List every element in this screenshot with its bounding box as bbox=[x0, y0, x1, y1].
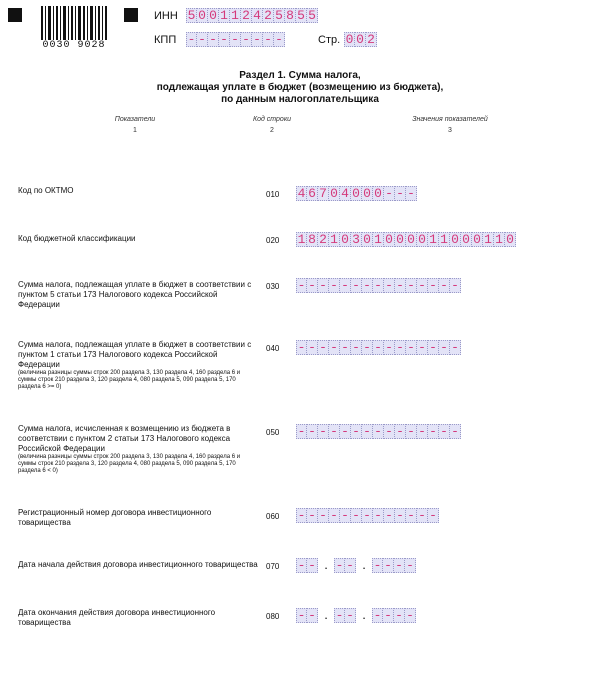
kpp-field[interactable] bbox=[186, 32, 285, 47]
char-cell: - bbox=[219, 32, 230, 47]
char-cell: 2 bbox=[241, 8, 252, 23]
char-cell: 0 bbox=[461, 232, 472, 247]
tax-refund-note: (величина разницы суммы строк 200 раздела 3, 130 раздела 4, 160 раздела 6 и суммы строк 210 раздела 3, 120 раздела 4, 080 раздела 5, 090 раздела 5, 170 раздела 6 < 0) bbox=[18, 454, 241, 474]
inn-label: ИНН bbox=[154, 10, 178, 22]
char-cell: 1 bbox=[297, 232, 306, 247]
char-cell: 0 bbox=[406, 232, 417, 247]
char-cell: 4 bbox=[340, 186, 351, 201]
tax-refund-text: Сумма налога, исчисленная к возмещению из бюджета в соответствии с пунктом 2 статьи 173 Налогового кодекса Российской Федерации bbox=[18, 424, 231, 453]
char-cell: - bbox=[340, 340, 351, 355]
char-cell: 0 bbox=[351, 186, 362, 201]
char-cell: - bbox=[307, 424, 318, 439]
barcode bbox=[40, 6, 108, 40]
char-cell: - bbox=[362, 424, 373, 439]
char-cell: - bbox=[373, 608, 382, 623]
column-header-values: Значения показателей bbox=[412, 116, 488, 123]
column-number-1: 1 bbox=[133, 127, 137, 134]
contract-end-date-label: Дата окончания действия договора инвестиционного товарищества bbox=[18, 608, 216, 627]
char-cell: 0 bbox=[417, 232, 428, 247]
char-cell: - bbox=[394, 608, 405, 623]
char-cell: - bbox=[384, 508, 395, 523]
oktmo-label: Код по ОКТМО bbox=[18, 186, 74, 195]
section-title-line2: подлежащая уплате в бюджет (возмещению из бюджета), bbox=[156, 82, 444, 93]
char-cell: 3 bbox=[351, 232, 362, 247]
char-cell: 8 bbox=[307, 232, 318, 247]
char-cell: - bbox=[384, 278, 395, 293]
char-cell: 8 bbox=[285, 8, 296, 23]
line-code-030: 030 bbox=[266, 282, 280, 291]
section-title-line1: Раздел 1. Сумма налога, bbox=[239, 70, 361, 81]
char-cell: 0 bbox=[345, 32, 354, 47]
char-cell: - bbox=[395, 278, 406, 293]
char-cell: 2 bbox=[318, 232, 329, 247]
date-separator: . bbox=[362, 607, 366, 622]
char-cell: - bbox=[197, 32, 208, 47]
char-cell: - bbox=[383, 608, 394, 623]
char-cell: 5 bbox=[307, 8, 318, 23]
char-cell: - bbox=[274, 32, 285, 47]
section-title-line3: по данным налогоплательщика bbox=[221, 94, 379, 105]
char-cell: - bbox=[417, 424, 428, 439]
char-cell: - bbox=[428, 340, 439, 355]
char-cell: - bbox=[383, 558, 394, 573]
oktmo-field[interactable] bbox=[296, 186, 417, 201]
char-cell: 0 bbox=[373, 186, 384, 201]
column-number-3: 3 bbox=[448, 127, 452, 134]
char-cell: 6 bbox=[307, 186, 318, 201]
tax-payable-p1-note: (величина разницы суммы строк 200 раздела 3, 130 раздела 4, 160 раздела 6 и суммы строк 210 раздела 3, 120 раздела 4, 080 раздела 5, 090 раздела 5, 170 раздела 6 >= 0) bbox=[18, 370, 241, 390]
char-cell: 1 bbox=[373, 232, 384, 247]
line-code-050: 050 bbox=[266, 428, 280, 437]
line-code-020: 020 bbox=[266, 236, 280, 245]
char-cell: - bbox=[362, 508, 373, 523]
char-cell: 1 bbox=[329, 232, 340, 247]
char-cell: - bbox=[450, 340, 461, 355]
char-cell: - bbox=[340, 508, 351, 523]
char-cell: 0 bbox=[340, 232, 351, 247]
char-cell: 1 bbox=[219, 8, 230, 23]
column-header-indicators: Показатели bbox=[114, 116, 156, 123]
char-cell: 2 bbox=[366, 32, 377, 47]
char-cell: - bbox=[307, 608, 318, 623]
char-cell: - bbox=[318, 278, 329, 293]
page-number-field[interactable] bbox=[344, 32, 377, 47]
char-cell: - bbox=[318, 340, 329, 355]
char-cell: - bbox=[406, 424, 417, 439]
char-cell: - bbox=[417, 508, 428, 523]
char-cell: - bbox=[373, 508, 384, 523]
char-cell: - bbox=[384, 340, 395, 355]
char-cell: 0 bbox=[384, 232, 395, 247]
char-cell: - bbox=[297, 278, 306, 293]
corner-marker-left bbox=[8, 8, 22, 22]
char-cell: - bbox=[417, 340, 428, 355]
char-cell: 5 bbox=[296, 8, 307, 23]
tax-payable-p5-field[interactable] bbox=[296, 278, 461, 293]
char-cell: - bbox=[450, 424, 461, 439]
char-cell: - bbox=[417, 278, 428, 293]
barcode-number: 0030 9028 bbox=[42, 40, 106, 51]
char-cell: - bbox=[263, 32, 274, 47]
char-cell: 2 bbox=[263, 8, 274, 23]
char-cell: 0 bbox=[329, 186, 340, 201]
char-cell: - bbox=[297, 608, 306, 623]
column-header-line-code: Код строки bbox=[252, 116, 292, 123]
char-cell: 0 bbox=[450, 232, 461, 247]
tax-payable-p1-text: Сумма налога, подлежащая уплате в бюджет в соответствии с пунктом 1 статьи 173 Налогового кодекса Российской Федерации bbox=[18, 340, 252, 369]
char-cell: - bbox=[307, 340, 318, 355]
section-title bbox=[0, 70, 600, 106]
char-cell: - bbox=[329, 340, 340, 355]
char-cell: 1 bbox=[494, 232, 505, 247]
char-cell: 0 bbox=[197, 8, 208, 23]
kbk-label: Код бюджетной классификации bbox=[18, 234, 136, 243]
char-cell: - bbox=[439, 424, 450, 439]
char-cell: - bbox=[345, 558, 356, 573]
corner-marker-right bbox=[124, 8, 138, 22]
char-cell: 7 bbox=[318, 186, 329, 201]
date-separator: . bbox=[324, 607, 328, 622]
char-cell: 5 bbox=[187, 8, 196, 23]
line-code-040: 040 bbox=[266, 344, 280, 353]
char-cell: - bbox=[406, 508, 417, 523]
char-cell: - bbox=[373, 278, 384, 293]
char-cell: - bbox=[395, 340, 406, 355]
char-cell: - bbox=[428, 278, 439, 293]
char-cell: - bbox=[395, 424, 406, 439]
kpp-label: КПП bbox=[154, 34, 177, 46]
char-cell: - bbox=[230, 32, 241, 47]
char-cell: 0 bbox=[505, 232, 516, 247]
tax-payable-p1-label bbox=[18, 340, 258, 391]
char-cell: - bbox=[208, 32, 219, 47]
tax-payable-p1-field[interactable] bbox=[296, 340, 461, 355]
contract-reg-number-label: Регистрационный номер договора инвестиционного товарищества bbox=[18, 508, 212, 527]
contract-start-date-field[interactable] bbox=[296, 558, 416, 573]
char-cell: - bbox=[297, 508, 306, 523]
char-cell: - bbox=[297, 558, 306, 573]
line-code-060: 060 bbox=[266, 512, 280, 521]
char-cell: - bbox=[384, 424, 395, 439]
char-cell: - bbox=[297, 424, 306, 439]
tax-refund-label bbox=[18, 424, 258, 475]
char-cell: - bbox=[406, 186, 417, 201]
char-cell: 4 bbox=[252, 8, 263, 23]
line-code-080: 080 bbox=[266, 612, 280, 621]
char-cell: 0 bbox=[208, 8, 219, 23]
char-cell: - bbox=[406, 340, 417, 355]
char-cell: - bbox=[297, 340, 306, 355]
char-cell: 1 bbox=[428, 232, 439, 247]
line-code-070: 070 bbox=[266, 562, 280, 571]
char-cell: 1 bbox=[230, 8, 241, 23]
char-cell: - bbox=[373, 558, 382, 573]
char-cell: - bbox=[329, 424, 340, 439]
char-cell: - bbox=[307, 278, 318, 293]
char-cell: - bbox=[362, 340, 373, 355]
char-cell: 5 bbox=[274, 8, 285, 23]
char-cell: - bbox=[307, 508, 318, 523]
char-cell: - bbox=[351, 340, 362, 355]
char-cell: 4 bbox=[297, 186, 306, 201]
char-cell: 1 bbox=[439, 232, 450, 247]
char-cell: - bbox=[345, 608, 356, 623]
char-cell: - bbox=[406, 278, 417, 293]
kbk-field[interactable] bbox=[296, 232, 516, 247]
char-cell: - bbox=[329, 278, 340, 293]
tax-payable-p5-label: Сумма налога, подлежащая уплате в бюджет в соответствии с пунктом 5 статьи 173 Налогового кодекса Российской Федерации bbox=[18, 280, 252, 309]
char-cell: - bbox=[187, 32, 196, 47]
line-code-010: 010 bbox=[266, 190, 280, 199]
char-cell: 1 bbox=[483, 232, 494, 247]
tax-refund-field[interactable] bbox=[296, 424, 461, 439]
date-separator: . bbox=[324, 557, 328, 572]
char-cell: - bbox=[405, 608, 416, 623]
char-cell: - bbox=[373, 340, 384, 355]
char-cell: - bbox=[318, 508, 329, 523]
char-cell: - bbox=[351, 508, 362, 523]
char-cell: - bbox=[428, 424, 439, 439]
char-cell: - bbox=[318, 424, 329, 439]
char-cell: - bbox=[395, 508, 406, 523]
char-cell: - bbox=[351, 424, 362, 439]
char-cell: - bbox=[340, 424, 351, 439]
contract-start-date-label: Дата начала действия договора инвестиционного товарищества bbox=[18, 560, 258, 569]
char-cell: - bbox=[335, 558, 344, 573]
contract-reg-number-field[interactable] bbox=[296, 508, 439, 523]
char-cell: - bbox=[394, 558, 405, 573]
char-cell: - bbox=[241, 32, 252, 47]
inn-field[interactable] bbox=[186, 8, 318, 23]
char-cell: 0 bbox=[472, 232, 483, 247]
char-cell: - bbox=[395, 186, 406, 201]
char-cell: - bbox=[428, 508, 439, 523]
char-cell: - bbox=[340, 278, 351, 293]
char-cell: 0 bbox=[362, 232, 373, 247]
char-cell: - bbox=[384, 186, 395, 201]
char-cell: - bbox=[373, 424, 384, 439]
char-cell: 0 bbox=[355, 32, 366, 47]
char-cell: - bbox=[439, 278, 450, 293]
char-cell: - bbox=[362, 278, 373, 293]
char-cell: - bbox=[405, 558, 416, 573]
char-cell: 0 bbox=[362, 186, 373, 201]
contract-end-date-field[interactable] bbox=[296, 608, 416, 623]
column-number-2: 2 bbox=[270, 127, 274, 134]
char-cell: - bbox=[307, 558, 318, 573]
char-cell: - bbox=[252, 32, 263, 47]
char-cell: - bbox=[439, 340, 450, 355]
char-cell: 0 bbox=[395, 232, 406, 247]
page-label: Стр. bbox=[318, 34, 341, 46]
char-cell: - bbox=[335, 608, 344, 623]
char-cell: - bbox=[450, 278, 461, 293]
char-cell: - bbox=[329, 508, 340, 523]
char-cell: - bbox=[351, 278, 362, 293]
date-separator: . bbox=[362, 557, 366, 572]
